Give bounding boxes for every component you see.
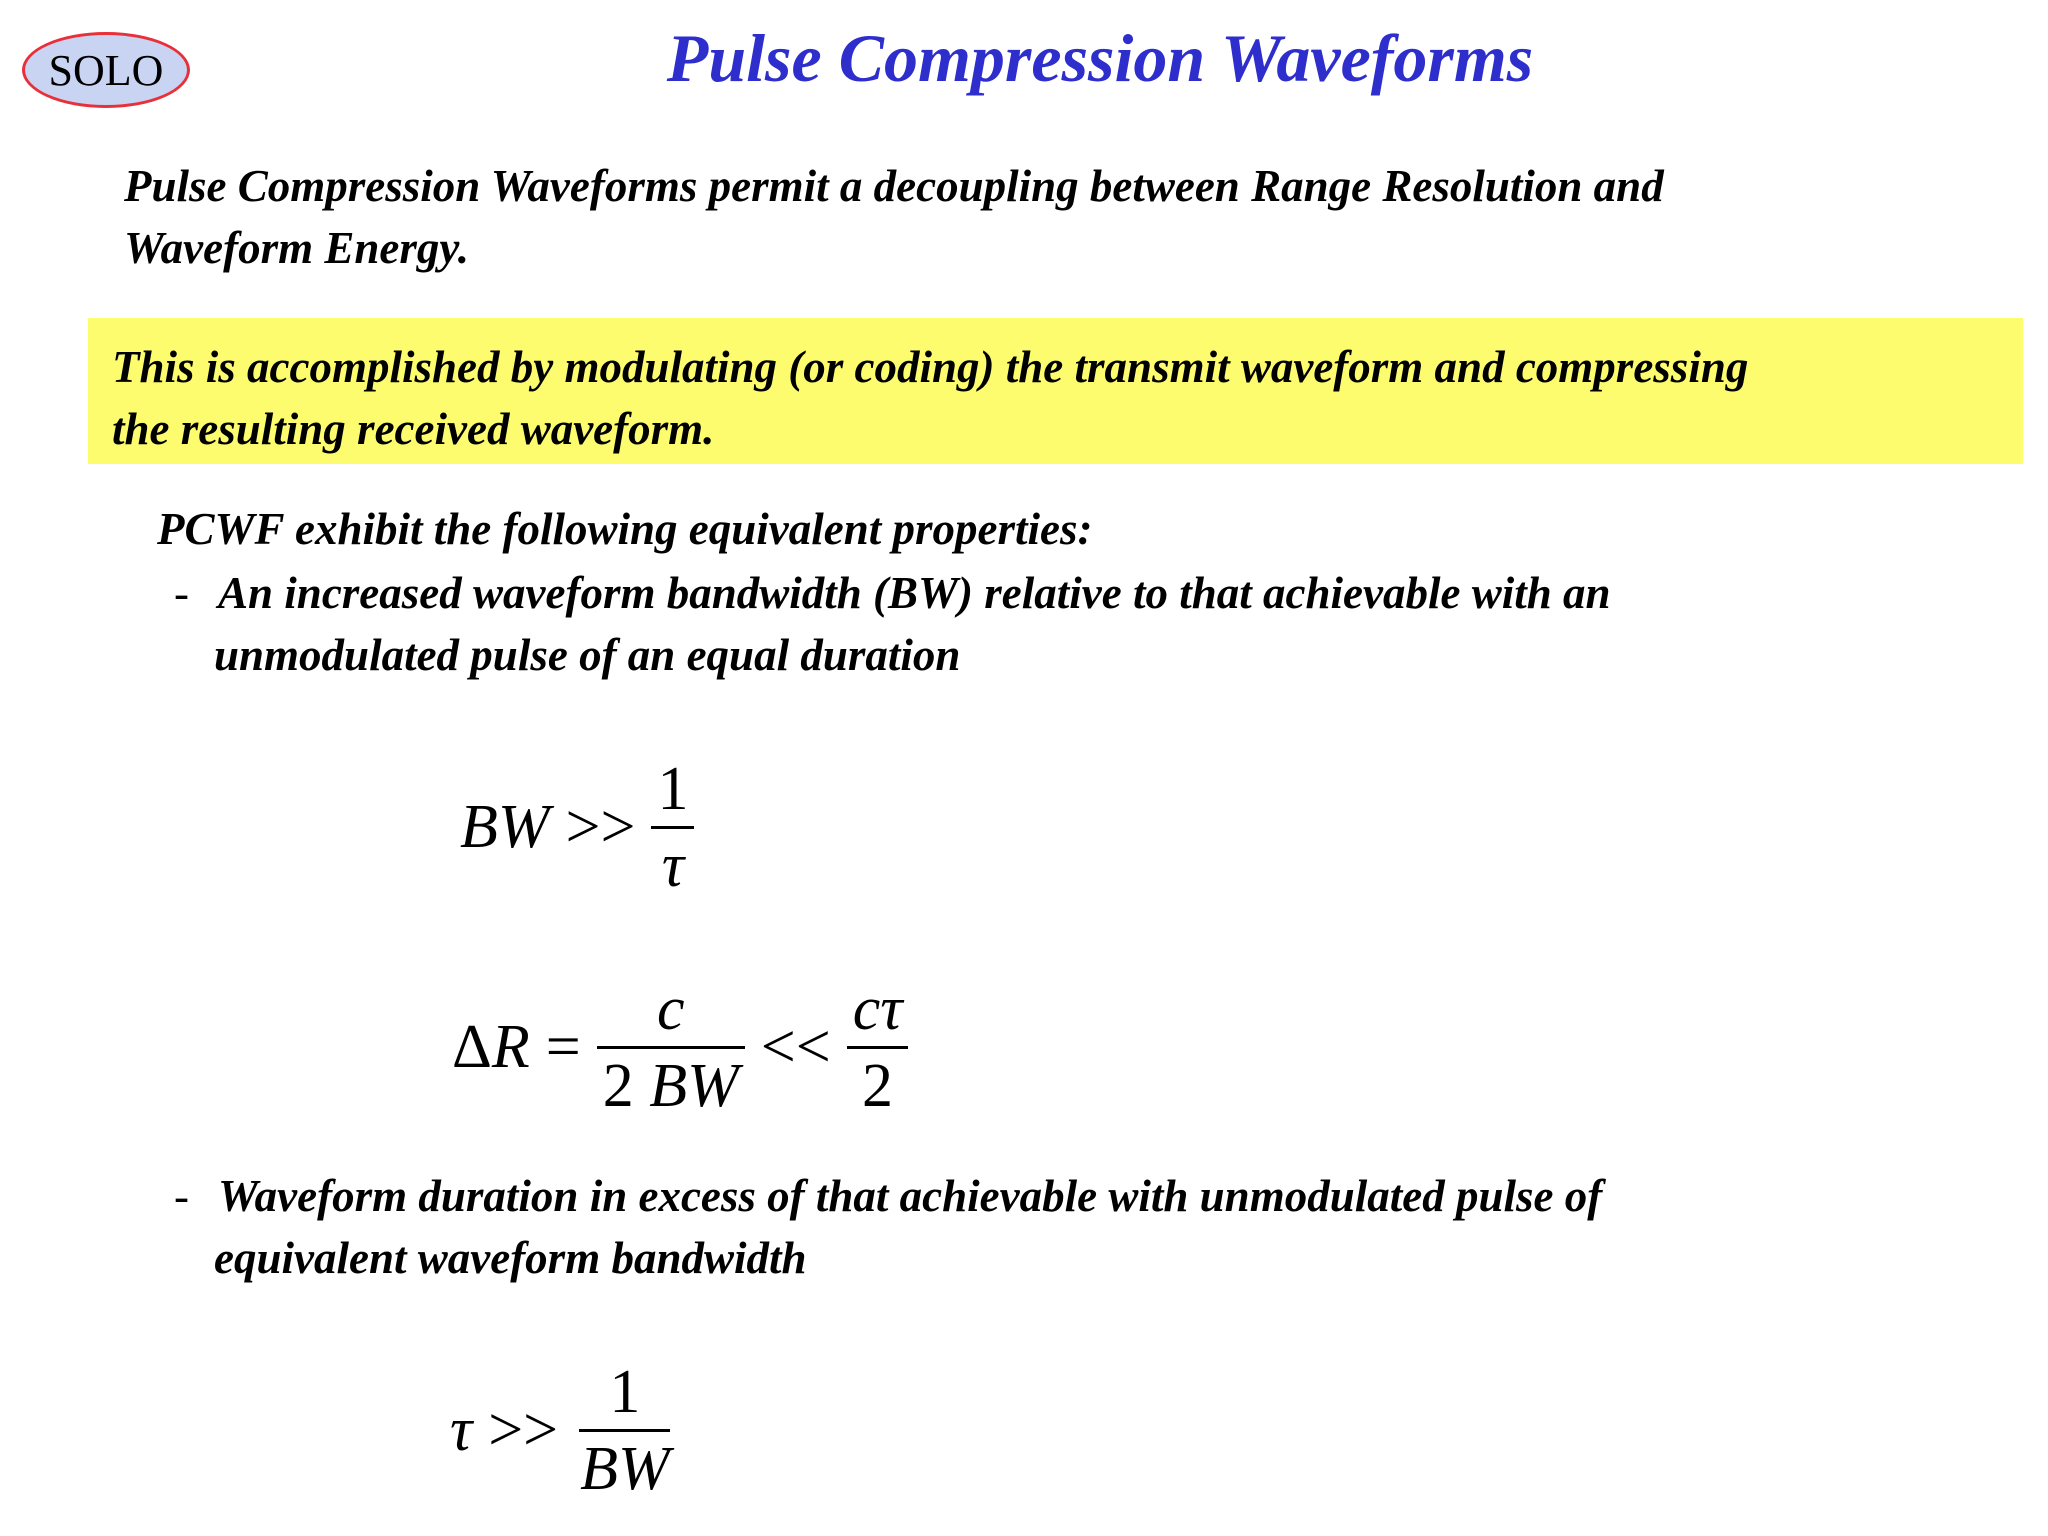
eq2-var: R (491, 1013, 530, 1081)
eq1-operator: >> (565, 793, 636, 861)
intro-line-2: Waveform Energy. (124, 223, 469, 273)
solo-badge (22, 32, 190, 108)
equation-range-resolution (452, 972, 908, 1123)
intro-paragraph (124, 155, 1664, 279)
eq3-lhs: τ (450, 1396, 473, 1464)
bullet-bandwidth (174, 562, 1611, 686)
properties-heading: PCWF exhibit the following equivalent properties: (157, 504, 1093, 554)
equation-bw (460, 752, 694, 903)
intro-line-1: Pulse Compression Waveforms permit a decoupling between Range Resolution and (124, 161, 1664, 211)
bullet-dash: - (174, 1171, 189, 1221)
eq2-delta: Δ (452, 1013, 492, 1081)
eq1-lhs: BW (460, 793, 550, 861)
bullet-dash: - (174, 568, 189, 618)
slide-title: Pulse Compression Waveforms (666, 20, 1534, 96)
eq2-numerator-1: c (597, 972, 745, 1049)
highlight-line-1: This is accomplished by modulating (or coding) the transmit waveform and compressing (112, 342, 1749, 392)
eq2-operator: << (760, 1013, 831, 1081)
equation-tau (450, 1355, 676, 1506)
bullet-bandwidth-line-1: An increased waveform bandwidth (BW) relative to that achievable with an (218, 568, 1611, 618)
eq3-numerator: 1 (579, 1355, 670, 1432)
bullet-duration-line-1: Waveform duration in excess of that achievable with unmodulated pulse of (218, 1171, 1603, 1221)
eq2-denominator-2: 2 (862, 1052, 894, 1120)
bullet-bandwidth-line-2: unmodulated pulse of an equal duration (214, 630, 961, 680)
eq2-equals: = (545, 1013, 581, 1081)
eq2-den-var: BW (649, 1052, 739, 1120)
bullet-duration-line-2: equivalent waveform bandwidth (214, 1233, 807, 1283)
eq1-fraction (651, 752, 694, 903)
eq3-denominator: BW (580, 1435, 670, 1503)
eq1-denominator: τ (661, 832, 685, 900)
badge-label: SOLO (48, 45, 164, 95)
eq3-operator: >> (488, 1396, 559, 1464)
eq2-fraction-1 (597, 972, 745, 1123)
highlight-box (88, 318, 2023, 464)
eq1-numerator: 1 (651, 752, 694, 829)
eq2-fraction-2 (847, 972, 909, 1123)
eq2-den-coef: 2 (602, 1052, 634, 1120)
eq3-fraction (574, 1355, 676, 1506)
eq2-denominator-1 (597, 1049, 745, 1123)
bullet-duration (174, 1165, 1602, 1289)
highlight-line-2: the resulting received waveform. (112, 404, 715, 454)
eq2-numerator-2: cτ (847, 972, 909, 1049)
